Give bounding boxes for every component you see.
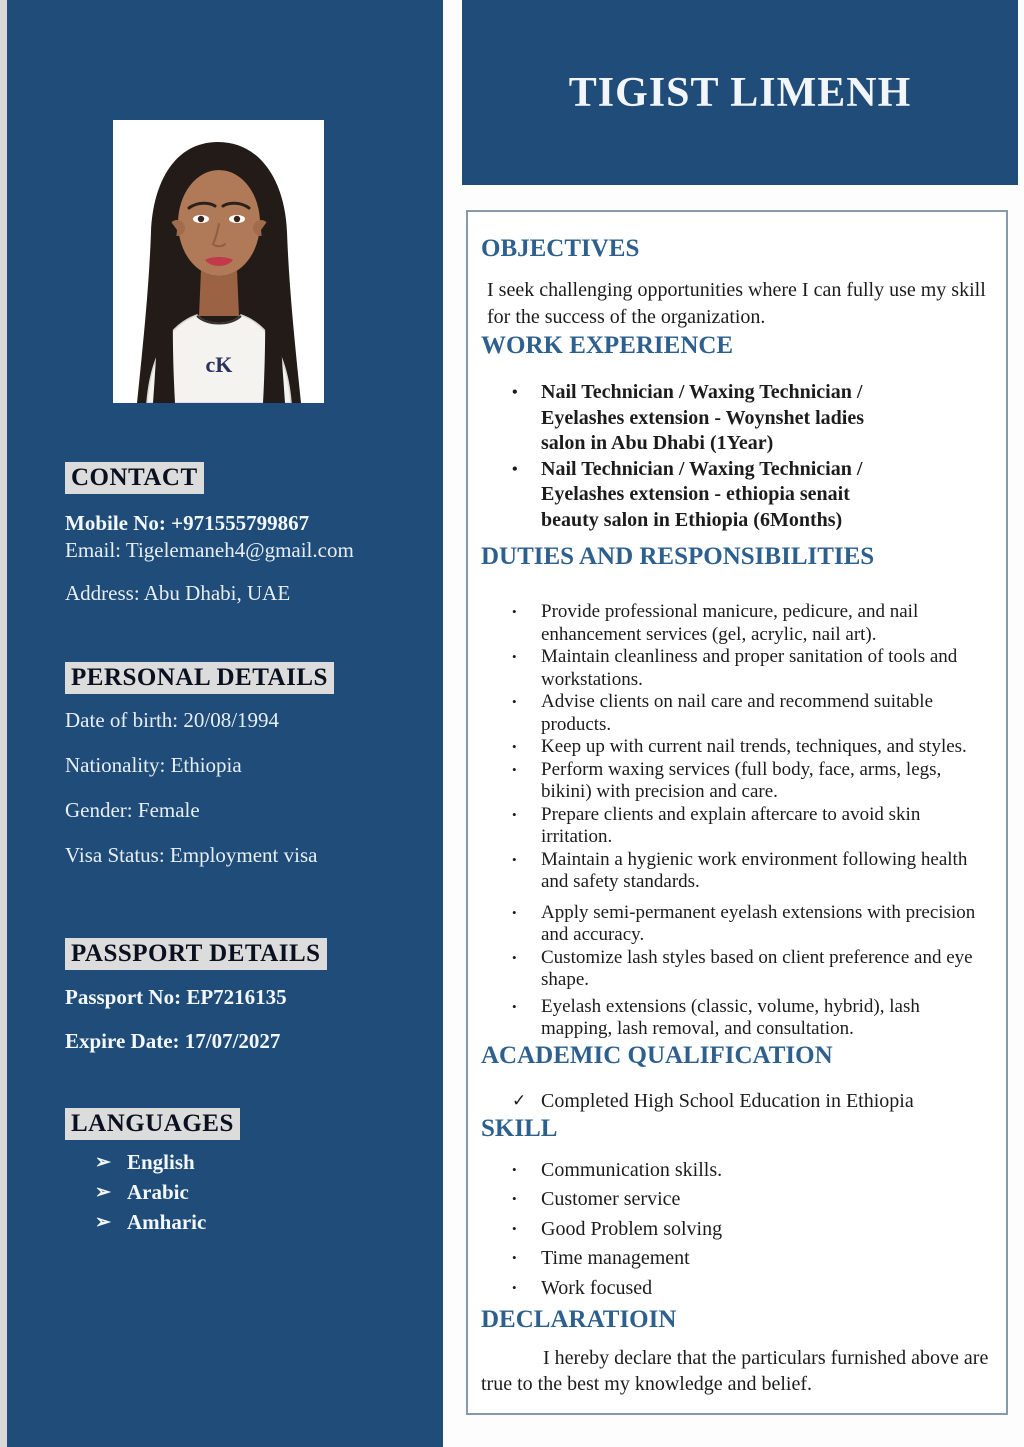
gender: Gender: Female xyxy=(65,798,200,822)
duty-item: Customize lash styles based on client preference and eye shape. xyxy=(541,946,973,990)
dot-bullet-icon: • xyxy=(512,384,518,401)
languages-list xyxy=(65,1150,425,1235)
list-item xyxy=(95,1150,425,1175)
duty-item: Provide professional manicure, pedicure, and nail enhancement services (gel, acrylic, nail art). xyxy=(541,601,919,645)
list-item xyxy=(95,1210,425,1235)
work-experience-item: Nail Technician / Waxing Technician / Eyelashes extension - ethiopia senait beauty salon in Ethiopia (6Months) xyxy=(541,457,863,531)
list-item xyxy=(512,646,992,691)
page-edge xyxy=(0,0,7,1447)
list-item xyxy=(512,736,992,759)
dot-bullet-icon: • xyxy=(512,1220,517,1236)
candidate-name: TIGIST LIMENH xyxy=(568,69,912,116)
skill-item: Good Problem solving xyxy=(541,1217,723,1240)
svg-text:cK: cK xyxy=(205,352,233,377)
contact-title: CONTACT xyxy=(65,462,204,494)
skill-item: Time management xyxy=(541,1247,690,1269)
portrait-illustration xyxy=(113,120,324,403)
languages-section xyxy=(65,1108,425,1240)
nationality: Nationality: Ethiopia xyxy=(65,753,242,777)
dot-bullet-icon: • xyxy=(512,806,517,822)
skill-title: SKILL xyxy=(481,1114,558,1142)
check-bullet-icon: ✓ xyxy=(512,1090,527,1110)
dot-bullet-icon: • xyxy=(512,904,517,920)
list-item xyxy=(512,1158,992,1182)
list-item xyxy=(95,1180,425,1205)
work-experience-title: WORK EXPERIENCE xyxy=(481,332,734,359)
work-experience-list xyxy=(481,380,992,533)
language-label: Amharic xyxy=(127,1210,207,1234)
profile-photo xyxy=(113,120,324,403)
list-item xyxy=(512,1276,992,1300)
skill-item: Work focused xyxy=(541,1276,653,1299)
list-item xyxy=(512,849,992,894)
skill-item: Communication skills. xyxy=(541,1158,723,1181)
list-item xyxy=(512,380,992,457)
arrow-bullet-icon: ➢ xyxy=(95,1182,111,1203)
list-item xyxy=(512,1187,992,1211)
dot-bullet-icon: • xyxy=(512,1191,517,1206)
list-item xyxy=(512,601,992,646)
dot-bullet-icon: • xyxy=(512,604,517,619)
list-item xyxy=(512,691,992,736)
name-banner xyxy=(462,0,1018,185)
objectives-title: OBJECTIVES xyxy=(481,235,640,262)
dot-bullet-icon: • xyxy=(512,761,517,777)
dot-bullet-icon: • xyxy=(512,694,517,709)
dot-bullet-icon: • xyxy=(512,1279,517,1295)
dot-bullet-icon: • xyxy=(512,998,517,1014)
duty-item: Keep up with current nail trends, techniques, and styles. xyxy=(541,736,967,757)
languages-title: LANGUAGES xyxy=(65,1108,240,1140)
list-item xyxy=(512,1246,992,1270)
contact-mobile: Mobile No: +971555799867 xyxy=(65,511,310,535)
dot-bullet-icon: • xyxy=(512,1250,517,1265)
contact-address: Address: Abu Dhabi, UAE xyxy=(65,581,291,605)
dot-bullet-icon: • xyxy=(512,739,517,754)
passport-details-title: PASSPORT DETAILS xyxy=(65,938,327,970)
list-item xyxy=(512,759,992,804)
duties-title: DUTIES AND RESPONSIBILITIES xyxy=(481,543,875,570)
list-item xyxy=(512,1089,992,1113)
academic-item: Completed High School Education in Ethiopia xyxy=(541,1089,914,1112)
duty-item: Perform waxing services (full body, face, arms, legs, bikini) with precision and care. xyxy=(541,758,942,802)
list-item xyxy=(512,902,992,947)
language-label: English xyxy=(127,1150,195,1174)
sidebar xyxy=(7,0,443,1447)
contact-section xyxy=(65,462,425,607)
visa-status: Visa Status: Employment visa xyxy=(65,843,318,867)
duty-item: Maintain a hygienic work environment following health and safety standards. xyxy=(541,848,968,892)
dot-bullet-icon: • xyxy=(512,1161,517,1177)
arrow-bullet-icon: ➢ xyxy=(95,1212,111,1233)
dot-bullet-icon: • xyxy=(512,460,518,478)
duty-item: Prepare clients and explain aftercare to avoid skin irritation. xyxy=(541,803,921,847)
list-item xyxy=(512,996,992,1041)
work-experience-item: Nail Technician / Waxing Technician / Eyelashes extension - Woynshet ladies salon in Abu Dhabi (1Year) xyxy=(541,381,864,454)
main-content xyxy=(466,210,1008,1415)
duties-list xyxy=(481,601,992,1041)
declaration-text: I hereby declare that the particulars furnished above are true to the best my knowledge and belief. xyxy=(481,1347,989,1395)
passport-number: Passport No: EP7216135 xyxy=(65,985,287,1009)
list-item xyxy=(512,1217,992,1241)
language-label: Arabic xyxy=(127,1180,189,1204)
duty-item: Maintain cleanliness and proper sanitation of tools and workstations. xyxy=(541,646,958,690)
declaration-title: DECLARATIOIN xyxy=(481,1306,677,1333)
date-of-birth: Date of birth: 20/08/1994 xyxy=(65,708,280,732)
duty-item: Advise clients on nail care and recommend suitable products. xyxy=(541,691,934,735)
passport-details-section xyxy=(65,938,425,1072)
skill-list xyxy=(481,1158,992,1300)
list-item xyxy=(512,947,992,992)
contact-email: Email: Tigelemaneh4@gmail.com xyxy=(65,538,354,562)
personal-details-title: PERSONAL DETAILS xyxy=(65,662,334,694)
objectives-text: I seek challenging opportunities where I can fully use my skill for the success of the organization. xyxy=(487,279,986,328)
skill-item: Customer service xyxy=(541,1188,681,1210)
duty-item: Eyelash extensions (classic, volume, hybrid), lash mapping, lash removal, and consultation. xyxy=(541,995,920,1039)
list-item xyxy=(512,804,992,849)
dot-bullet-icon: • xyxy=(512,649,517,664)
academic-qualification-title: ACADEMIC QUALIFICATION xyxy=(481,1041,833,1069)
academic-list xyxy=(481,1089,992,1113)
dot-bullet-icon: • xyxy=(512,851,517,867)
duty-item: Apply semi-permanent eyelash extensions with precision and accuracy. xyxy=(541,901,976,945)
passport-expire-date: Expire Date: 17/07/2027 xyxy=(65,1029,281,1053)
dot-bullet-icon: • xyxy=(512,949,517,965)
list-item xyxy=(512,457,992,534)
arrow-bullet-icon: ➢ xyxy=(95,1152,111,1173)
personal-details-section xyxy=(65,662,425,887)
